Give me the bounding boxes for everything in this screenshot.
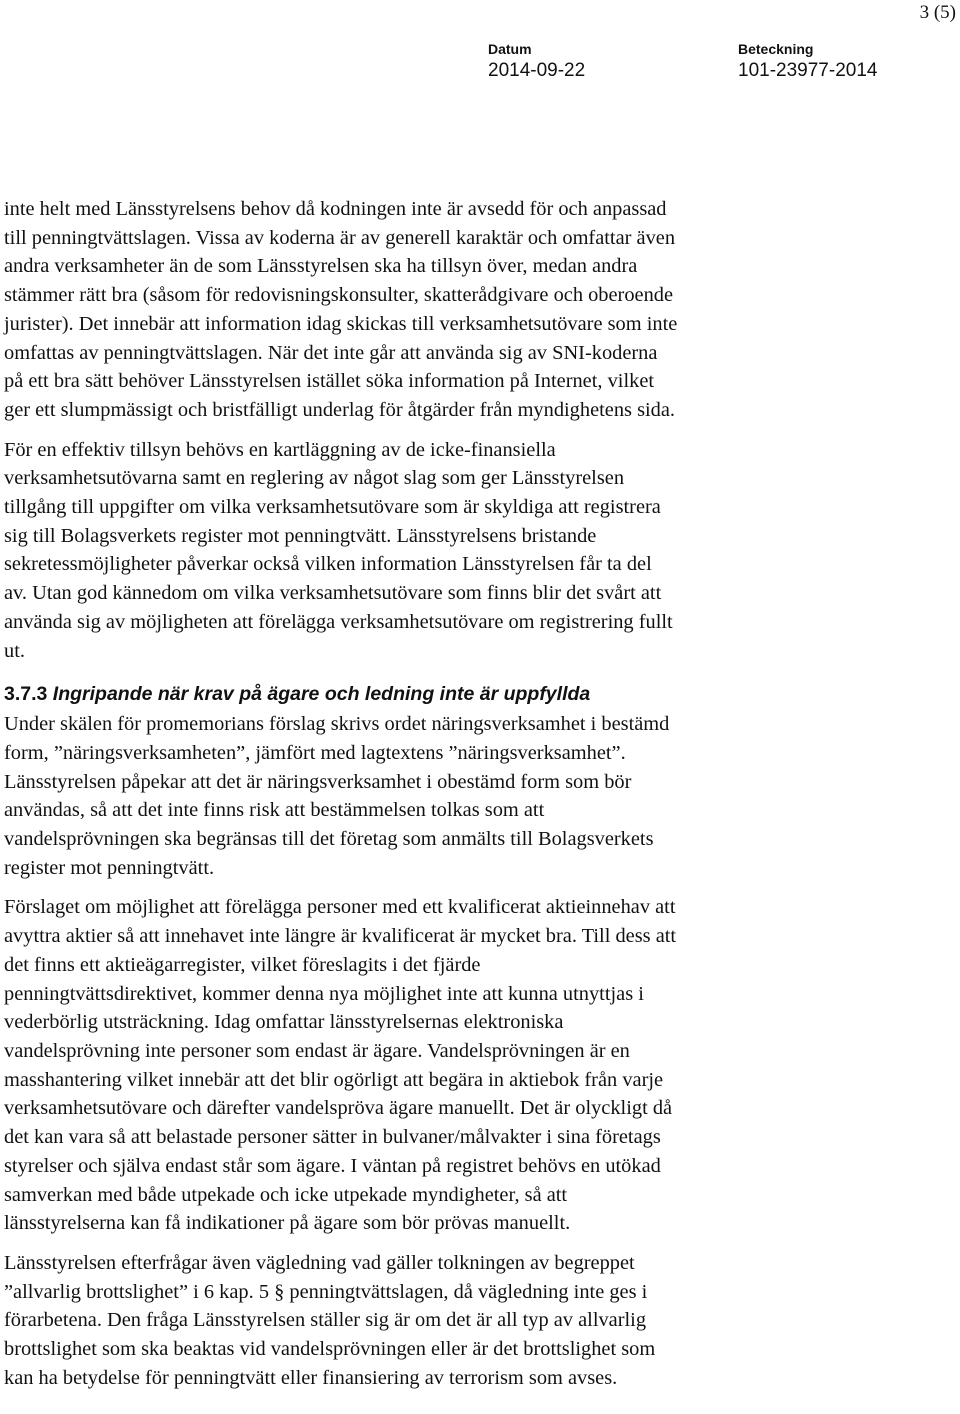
paragraph-4: Förslaget om möjlighet att förelägga personer med ett kvalificerat aktieinnehav att avyttra aktier så att innehavet inte längre är kvalificerat är mycket bra. Till dess att det finns ett aktieägarregister, vilket föreslagits i det fjärde penningtvättsdirektivet, kommer denna nya möjlighet inte att kunna utnyttjas i vederbörlig utsträckning. Idag omfattar länsstyrelsernas elektroniska vandelsprövning inte personer som endast är ägare. Vandelsprövningen är en masshantering vilket innebär att det blir ogörligt att begära in aktiebok från varje verksamhetsutövare och därefter vandelspröva ägare manuellt. Det är olyckligt då det kan vara så att belastade personer sätter in bulvaner/målvakter i sina företags styrelser och själva endast står som ägare. I väntan på registret behövs en utökad samverkan med både utpekade och icke utpekade myndigheter, så att länsstyrelserna kan få indikationer på ägare som bör prövas manuellt.	[4, 896, 677, 1235]
date-label: Datum	[488, 41, 532, 57]
paragraph-1: inte helt med Länsstyrelsens behov då kodningen inte är avsedd för och anpassad till penningtvättslagen. Vissa av koderna är av generell karaktär och omfattar även andra verksamheter än de som Länsstyrelsen ska ha tillsyn över, medan andra stämmer rätt bra (såsom för redovisningskonsulter, skatterådgivare och oberoende jurister). Det innebär att information idag skickas till verksamhetsutövare som inte omfattas av penningtvättslagen. När det inte går att använda sig av SNI-koderna på ett bra sätt behöver Länsstyrelsen istället söka information på Internet, vilket ger ett slumpmässigt och bristfälligt underlag för åtgärder från myndighetens sida.	[4, 198, 678, 421]
date-value: 2014-09-22	[488, 60, 586, 81]
reference-label: Beteckning	[738, 41, 814, 57]
document-body	[4, 195, 956, 1403]
reference-value: 101-23977-2014	[738, 60, 878, 81]
paragraph-5: Länsstyrelsen efterfrågar även vägledning vad gäller tolkningen av begreppet ”allvarlig brottslighet” i 6 kap. 5 § penningtvättslagen, då vägledning inte ges i förarbetena. Den fråga Länsstyrelsen ställer sig är om det är all typ av allvarlig brottslighet som ska beaktas vid vandelsprövningen eller är det brottslighet som kan ha betydelse för penningtvätt eller finansiering av terrorism som avses.	[4, 1251, 656, 1389]
paragraph-2: För en effektiv tillsyn behövs en kartläggning av de icke-finansiella verksamhetsutövarna samt en reglering av något slag som ger Länsstyrelsen tillgång till uppgifter om vilka verksamhetsutövare som är skyldiga att registrera sig till Bolagsverkets register mot penningtvätt. Länsstyrelsens bristande sekretessmöjligheter påverkar också vilken information Länsstyrelsen får ta del av. Utan god kännedom om vilka verksamhetsutövare som finns blir det svårt att använda sig av möjligheten att förelägga verksamhetsutövare om registrering fullt ut.	[4, 438, 673, 662]
section-number: 3.7.3	[4, 683, 48, 706]
paragraph-3: Under skälen för promemorians förslag skrivs ordet näringsverksamhet i bestämd form, ”näringsverksamheten”, jämfört med lagtextens ”näringsverksamhet”. Länsstyrelsen påpekar att det är näringsverksamhet i obestämd form som bör användas, så att det inte finns risk att bestämmelsen tolkas som att vandelsprövningen ska begränsas till det företag som anmälts till Bolagsverkets register mot penningtvätt.	[4, 713, 670, 879]
section-title: Ingripande när krav på ägare och ledning inte är uppfyllda	[52, 683, 591, 706]
section-heading	[4, 681, 956, 707]
page-number: 3 (5)	[919, 2, 956, 23]
reference-block	[738, 40, 877, 84]
date-block	[488, 40, 585, 84]
